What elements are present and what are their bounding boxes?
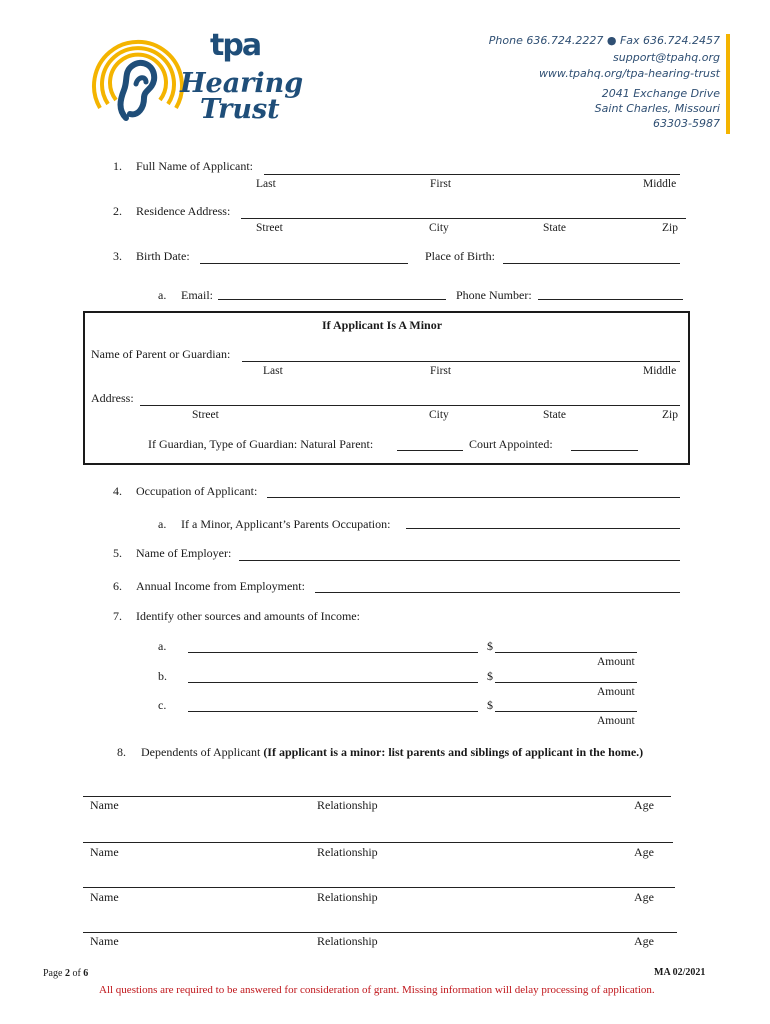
website-link[interactable]: www.tpahq.org/tpa-hearing-trust — [538, 67, 720, 80]
q7-item-b-currency: $ — [487, 669, 493, 683]
q5-number: 5. — [113, 546, 122, 560]
dependent-row-2-name: Name — [90, 845, 119, 859]
occupation-field[interactable] — [267, 497, 680, 498]
required-notice: All questions are required to be answered for consideration of grant. Missing information will delay processing of application. — [99, 984, 655, 996]
minor-sub-state: State — [543, 409, 566, 421]
q8-number: 8. — [117, 745, 126, 759]
dependent-row-4-line[interactable] — [83, 932, 677, 933]
minor-sub-last: Last — [263, 365, 283, 377]
header-accent-bar — [726, 34, 730, 134]
dependent-row-1-relationship: Relationship — [317, 798, 378, 812]
q1-number: 1. — [113, 159, 122, 173]
q3-label: Birth Date: — [136, 249, 190, 263]
income-amount-c-field[interactable] — [495, 711, 637, 712]
q3-label-place: Place of Birth: — [425, 249, 495, 263]
phone-fax: Phone 636.724.2227 ● Fax 636.724.2457 — [488, 34, 720, 47]
income-amount-a-field[interactable] — [495, 652, 637, 653]
dependent-row-4-name: Name — [90, 934, 119, 948]
address-line-3: 63303-5987 — [653, 117, 720, 130]
q7-item-a-amount-label: Amount — [597, 656, 635, 668]
dependent-row-2-age: Age — [634, 845, 654, 859]
dependent-row-1-name: Name — [90, 798, 119, 812]
q2-sub-zip: Zip — [662, 222, 678, 234]
page-total: 6 — [83, 968, 89, 979]
q5-label: Name of Employer: — [136, 546, 232, 560]
minor-section-title: If Applicant Is A Minor — [322, 318, 443, 332]
parents-occupation-field[interactable] — [406, 528, 680, 529]
income-source-b-field[interactable] — [188, 682, 478, 683]
q4a-letter: a. — [158, 517, 167, 531]
parent-guardian-name-field[interactable] — [242, 361, 680, 362]
q7-item-b-letter: b. — [158, 669, 167, 683]
q7-number: 7. — [113, 609, 122, 623]
dependent-row-3-name: Name — [90, 890, 119, 904]
phone-number-field[interactable] — [538, 299, 683, 300]
minor-sub-street: Street — [192, 409, 219, 421]
logo-text-trust: Trust — [200, 94, 280, 125]
birth-date-field[interactable] — [200, 263, 408, 264]
q1-sub-last: Last — [256, 178, 276, 190]
q7-item-a-currency: $ — [487, 639, 493, 653]
dependent-row-3-age: Age — [634, 890, 654, 904]
q8-label-note: (If applicant is a minor: list parents and siblings of applicant in the home.) — [263, 745, 644, 759]
q8-label — [141, 745, 643, 760]
hearing-ear-logo-icon — [88, 30, 188, 130]
q3a-email-label: Email: — [181, 288, 213, 302]
q2-label: Residence Address: — [136, 204, 231, 218]
q2-sub-city: City — [429, 222, 449, 234]
dependent-row-1-age: Age — [634, 798, 654, 812]
minor-sub-zip: Zip — [662, 409, 678, 421]
form-code: MA 02/2021 — [654, 967, 706, 978]
dependent-row-1-line[interactable] — [83, 796, 671, 797]
page-number: 2 — [64, 968, 70, 979]
q4-number: 4. — [113, 484, 122, 498]
q8-label-text: Dependents of Applicant — [141, 745, 264, 759]
q3a-letter: a. — [158, 288, 167, 302]
natural-parent-field[interactable] — [397, 450, 463, 451]
income-amount-b-field[interactable] — [495, 682, 637, 683]
address-line-2: Saint Charles, Missouri — [594, 102, 720, 115]
q3-number: 3. — [113, 249, 122, 263]
logo — [88, 30, 303, 130]
logo-text-hearing: Hearing — [180, 68, 304, 99]
court-appointed-field[interactable] — [571, 450, 638, 451]
minor-sub-city: City — [429, 409, 449, 421]
q2-number: 2. — [113, 204, 122, 218]
residence-address-field[interactable] — [241, 218, 686, 219]
q4a-label: If a Minor, Applicant’s Parents Occupation: — [181, 517, 391, 531]
guardian-type-label: If Guardian, Type of Guardian: Natural Parent: — [148, 437, 374, 451]
dependent-row-2-line[interactable] — [83, 842, 673, 843]
q2-sub-state: State — [543, 222, 566, 234]
q7-item-a-letter: a. — [158, 639, 167, 653]
email-field[interactable] — [218, 299, 446, 300]
annual-income-field[interactable] — [315, 592, 680, 593]
logo-brand-mark: tpa — [210, 28, 261, 63]
dependent-row-3-relationship: Relationship — [317, 890, 378, 904]
minor-sub-middle: Middle — [643, 365, 677, 377]
page-prefix: Page — [43, 968, 65, 979]
q4-label: Occupation of Applicant: — [136, 484, 258, 498]
minor-address-label: Address: — [91, 391, 134, 405]
parent-guardian-label: Name of Parent or Guardian: — [91, 347, 231, 361]
q6-label: Annual Income from Employment: — [136, 579, 305, 593]
q6-number: 6. — [113, 579, 122, 593]
support-email[interactable]: support@tpahq.org — [613, 51, 720, 64]
court-appointed-label: Court Appointed: — [469, 437, 553, 451]
minor-sub-first: First — [430, 365, 452, 377]
q2-sub-street: Street — [256, 222, 283, 234]
dependent-row-4-age: Age — [634, 934, 654, 948]
q7-item-c-currency: $ — [487, 698, 493, 712]
full-name-field[interactable] — [264, 174, 680, 175]
income-source-c-field[interactable] — [188, 711, 478, 712]
guardian-address-field[interactable] — [140, 405, 680, 406]
address-line-1: 2041 Exchange Drive — [601, 87, 720, 100]
q1-sub-middle: Middle — [643, 178, 677, 190]
dependent-row-4-relationship: Relationship — [317, 934, 378, 948]
page-of: of — [69, 968, 84, 979]
q7-item-c-letter: c. — [158, 698, 167, 712]
employer-field[interactable] — [239, 560, 680, 561]
q7-item-b-amount-label: Amount — [597, 686, 635, 698]
q1-sub-first: First — [430, 178, 452, 190]
q7-label: Identify other sources and amounts of Income: — [136, 609, 360, 623]
dependent-row-3-line[interactable] — [83, 887, 675, 888]
q1-label: Full Name of Applicant: — [136, 159, 253, 173]
dependent-row-2-relationship: Relationship — [317, 845, 378, 859]
q7-item-c-amount-label: Amount — [597, 715, 635, 727]
q3a-phone-label: Phone Number: — [456, 288, 532, 302]
page-indicator — [43, 968, 88, 979]
income-source-a-field[interactable] — [188, 652, 478, 653]
place-of-birth-field[interactable] — [503, 263, 680, 264]
